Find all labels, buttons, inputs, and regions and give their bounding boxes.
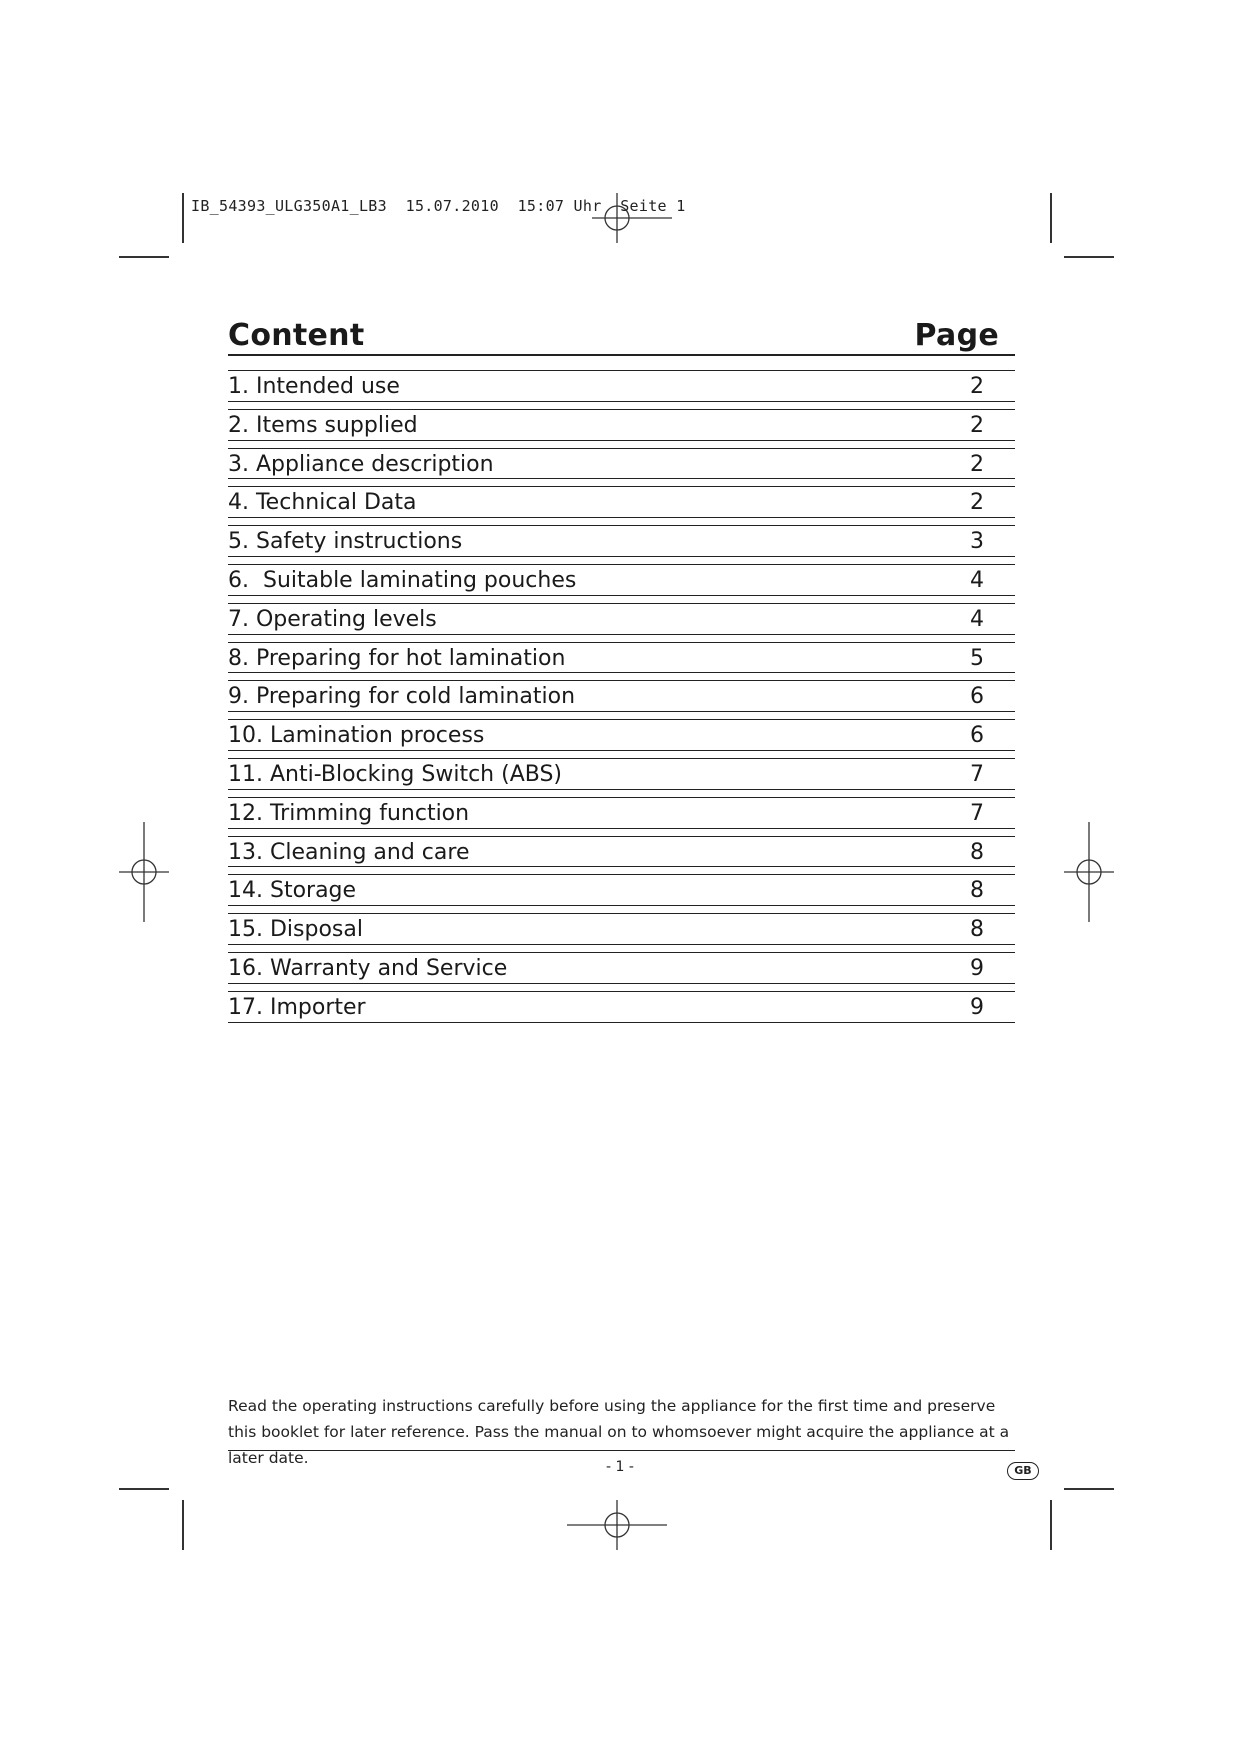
toc-entry-label: 14. Storage [228, 878, 357, 904]
toc-entry-page: 2 [970, 490, 984, 516]
toc-entry [228, 836, 1015, 875]
toc-entry-label: 3. Appliance description [228, 451, 494, 477]
toc-entry-page: 4 [970, 606, 984, 632]
toc-entry-page: 2 [970, 412, 984, 438]
toc-entry-page: 8 [970, 839, 984, 865]
toc-entry-label: 5. Safety instructions [228, 529, 463, 555]
toc-entry-page: 2 [970, 451, 984, 477]
crop-mark-bottom-left-horizontal [119, 1488, 169, 1490]
crop-mark-bottom-right-horizontal [1064, 1488, 1114, 1490]
toc-entry-page: 7 [970, 761, 984, 787]
toc-title: Content [228, 318, 365, 353]
toc-entry [228, 991, 1015, 1030]
toc-entry-label: 9. Preparing for cold lamination [228, 684, 576, 710]
toc-entry-label: 6. Suitable laminating pouches [228, 567, 577, 593]
toc-entry-page: 2 [970, 374, 984, 399]
toc-entry [228, 758, 1015, 797]
toc-entry [228, 564, 1015, 603]
toc-entry [228, 719, 1015, 758]
crop-mark-bottom-right-vertical [1050, 1500, 1052, 1550]
toc-entry-page: 6 [970, 723, 984, 749]
crop-mark-top-right-horizontal [1064, 256, 1114, 258]
print-slug: IB_54393_ULG350A1_LB3 15.07.2010 15:07 Uhr Seite 1 [191, 197, 686, 215]
registration-mark-bottom [567, 1500, 667, 1550]
toc-entry [228, 874, 1015, 913]
toc-entry-label: 8. Preparing for hot lamination [228, 645, 566, 671]
toc-entry-page: 4 [970, 567, 984, 593]
footer-divider [228, 1450, 1015, 1451]
toc-entry [228, 642, 1015, 681]
toc-entry-page: 6 [970, 684, 984, 710]
toc-entry [228, 409, 1015, 448]
crop-mark-top-right-vertical [1050, 193, 1052, 243]
toc-entry [228, 603, 1015, 642]
toc-entry-page: 5 [970, 645, 984, 671]
registration-mark-right [1064, 822, 1114, 922]
toc-entry [228, 448, 1015, 487]
toc-entry-label: 17. Importer [228, 994, 366, 1020]
toc-entry [228, 797, 1015, 836]
toc-entry [228, 952, 1015, 991]
toc-entry [228, 913, 1015, 952]
toc-entry-label: 15. Disposal [228, 917, 363, 943]
language-badge: GB [1007, 1462, 1039, 1480]
toc-header [228, 318, 1015, 356]
toc-entry-label: 16. Warranty and Service [228, 955, 508, 981]
toc-entry-page: 3 [970, 529, 984, 555]
toc-entry-label: 1. Intended use [228, 374, 400, 399]
toc-entry [228, 525, 1015, 564]
instructions-note: Read the operating instructions carefully before using the appliance for the first time and preserve this booklet for later reference. Pass the manual on to whomsoever might acquire the appliance at a later date. [228, 1397, 1010, 1467]
registration-mark-left [119, 822, 169, 922]
toc-entry-label: 2. Items supplied [228, 412, 418, 438]
toc-entry-label: 4. Technical Data [228, 490, 417, 516]
toc-entry-page: 7 [970, 800, 984, 826]
toc-entry [228, 370, 1015, 409]
crop-mark-top-left-horizontal [119, 256, 169, 258]
registration-mark-top [592, 193, 672, 243]
toc-entry-page: 9 [970, 994, 984, 1020]
toc-page-column-title: Page [914, 318, 999, 353]
toc-entry-label: 12. Trimming function [228, 800, 470, 826]
crop-mark-top-left-vertical [182, 193, 184, 243]
toc-list [228, 370, 1015, 1030]
toc-entry-label: 13. Cleaning and care [228, 839, 470, 865]
table-of-contents [228, 318, 1015, 1030]
toc-entry [228, 680, 1015, 719]
page-number: - 1 - [606, 1459, 634, 1475]
toc-entry-page: 9 [970, 955, 984, 981]
crop-mark-bottom-left-vertical [182, 1500, 184, 1550]
toc-entry-label: 11. Anti-Blocking Switch (ABS) [228, 761, 562, 787]
toc-entry-label: 7. Operating levels [228, 606, 437, 632]
toc-entry [228, 486, 1015, 525]
toc-entry-page: 8 [970, 878, 984, 904]
toc-entry-label: 10. Lamination process [228, 723, 485, 749]
toc-entry-page: 8 [970, 917, 984, 943]
